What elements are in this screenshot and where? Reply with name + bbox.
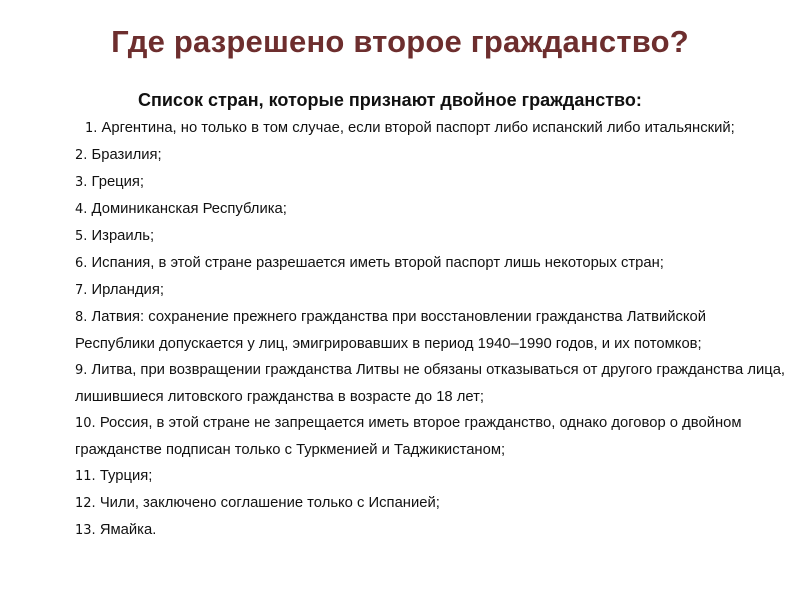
item-text: Россия, в этой стране не запрещается иметь второе гражданство, однако договор о двойном гражданстве подписан только с Туркменией и Таджикистаном; <box>75 415 742 458</box>
item-number: 11. <box>75 469 96 484</box>
list-item <box>75 196 787 223</box>
item-text: Латвия: сохранение прежнего гражданства при восстановлении гражданства Латвийской Республики допускается у лиц, эмигрировавших в период 1940–1990 годов, и их потомков; <box>75 309 707 352</box>
list-item <box>75 517 787 544</box>
item-number: 8. <box>75 310 88 325</box>
list-item <box>75 304 787 357</box>
list-item <box>75 142 787 169</box>
list-subtitle: Список стран, которые признают двойное гражданство: <box>138 90 642 110</box>
item-number: 2. <box>75 148 88 163</box>
item-number: 5. <box>75 229 88 244</box>
item-number: 4. <box>75 202 88 217</box>
item-text: Чили, заключено соглашение только с Испанией; <box>99 495 440 511</box>
item-number: 9. <box>75 363 88 378</box>
item-text: Доминиканская Республика; <box>91 201 287 217</box>
item-number: 6. <box>75 256 88 271</box>
item-text: Литва, при возвращении гражданства Литвы не обязаны отказываться от другого гражданства лица, лишившиеся литовского гражданства в возрасте до 18 лет; <box>75 362 786 405</box>
list-item <box>75 490 787 517</box>
item-text: Аргентина, но только в том случае, если второй паспорт либо испанский либо итальянский; <box>101 120 735 136</box>
list-item <box>75 250 787 277</box>
item-number: 12. <box>75 496 96 511</box>
item-text: Бразилия; <box>91 147 162 163</box>
item-number: 10. <box>75 416 96 431</box>
list-item <box>75 169 787 196</box>
item-number: 1. <box>85 121 98 136</box>
list-item <box>75 410 787 463</box>
list-item <box>75 357 787 410</box>
item-text: Ирландия; <box>91 282 164 298</box>
item-number: 7. <box>75 283 88 298</box>
item-text: Испания, в этой стране разрешается иметь второй паспорт лишь некоторых стран; <box>91 255 664 271</box>
slide-title: Где разрешено второе гражданство? <box>111 24 689 59</box>
list-item <box>75 223 787 250</box>
country-list <box>75 115 787 544</box>
list-item <box>75 463 787 490</box>
item-number: 3. <box>75 175 88 190</box>
list-item <box>75 115 787 142</box>
list-item <box>75 277 787 304</box>
item-text: Израиль; <box>91 228 155 244</box>
item-number: 13. <box>75 523 96 538</box>
item-text: Греция; <box>91 174 145 190</box>
item-text: Ямайка. <box>99 522 157 538</box>
item-text: Турция; <box>99 468 153 484</box>
